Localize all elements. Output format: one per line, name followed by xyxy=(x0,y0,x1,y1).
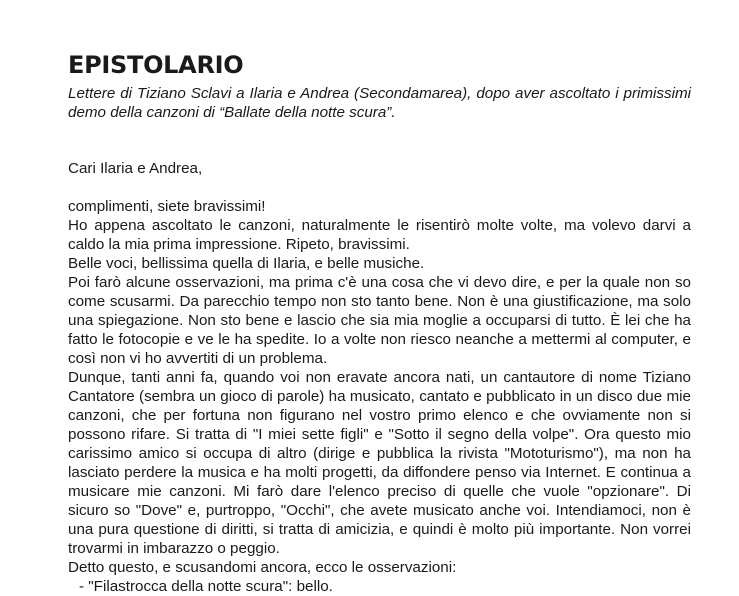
paragraph: Belle voci, bellissima quella di Ilaria, e belle musiche. xyxy=(68,255,425,272)
paragraph: Ho appena ascoltato le canzoni, naturalmente le risentirò molte volte, ma volevo darvi a caldo la mia prima impressione. Ripeto, bravissimi. xyxy=(68,217,691,253)
paragraph: complimenti, siete bravissimi! xyxy=(68,198,266,215)
list-item: - "Filastrocca della notte scura": bello. xyxy=(79,578,333,595)
letter-greeting: Cari Ilaria e Andrea, xyxy=(68,160,203,177)
letter-body xyxy=(68,197,691,596)
document-subtitle: Lettere di Tiziano Sclavi a Ilaria e Andrea (Secondamarea), dopo aver ascoltato i primissimi demo della canzoni di “Ballate della notte scura”. xyxy=(68,85,691,121)
paragraph: Poi farò alcune osservazioni, ma prima c'è una cosa che vi devo dire, e per la quale non so come scusarmi. Da parecchio tempo non sto tanto bene. Non è una giustificazione, ma solo una spiegazione. Non sto bene e lascio che sia mia moglie a occuparsi di tutto. È lei che ha fatto le fotocopie e ve le ha spedite. Io a volte non riesco neanche a mettermi al computer, e così non vi ho avvertiti di un problema. xyxy=(68,274,691,367)
document-title: EPISTOLARIO xyxy=(68,51,244,79)
document-page xyxy=(68,48,691,596)
paragraph: Dunque, tanti anni fa, quando voi non eravate ancora nati, un cantautore di nome Tiziano Cantatore (sembra un gioco di parole) ha musicato, cantato e pubblicato in un disco due mie canzoni, che per fortuna non figurano nel vostro primo elenco e che ovviamente non si possono rifare. Si tratta di "I miei sette figli" e "Sotto il segno della volpe". Ora questo mio carissimo amico si occupa di altro (dirige e pubblica la rivista "Mototurismo"), ma non ha lasciato perdere la musica e ha molti progetti, da diffondere penso via Internet. E continua a musicare mie canzoni. Mi farò dare l'elenco preciso di quelle che vuole "opzionare". Di sicuro so "Dove" e, purtroppo, "Occhi", che avete musicato anche voi. Intendiamoci, non è una pura questione di diritti, si tratta di amicizia, e quindi è molto più importante. Non vorrei trovarmi in imbarazzo o peggio. xyxy=(68,369,691,557)
paragraph: Detto questo, e scusandomi ancora, ecco le osservazioni: xyxy=(68,559,457,576)
